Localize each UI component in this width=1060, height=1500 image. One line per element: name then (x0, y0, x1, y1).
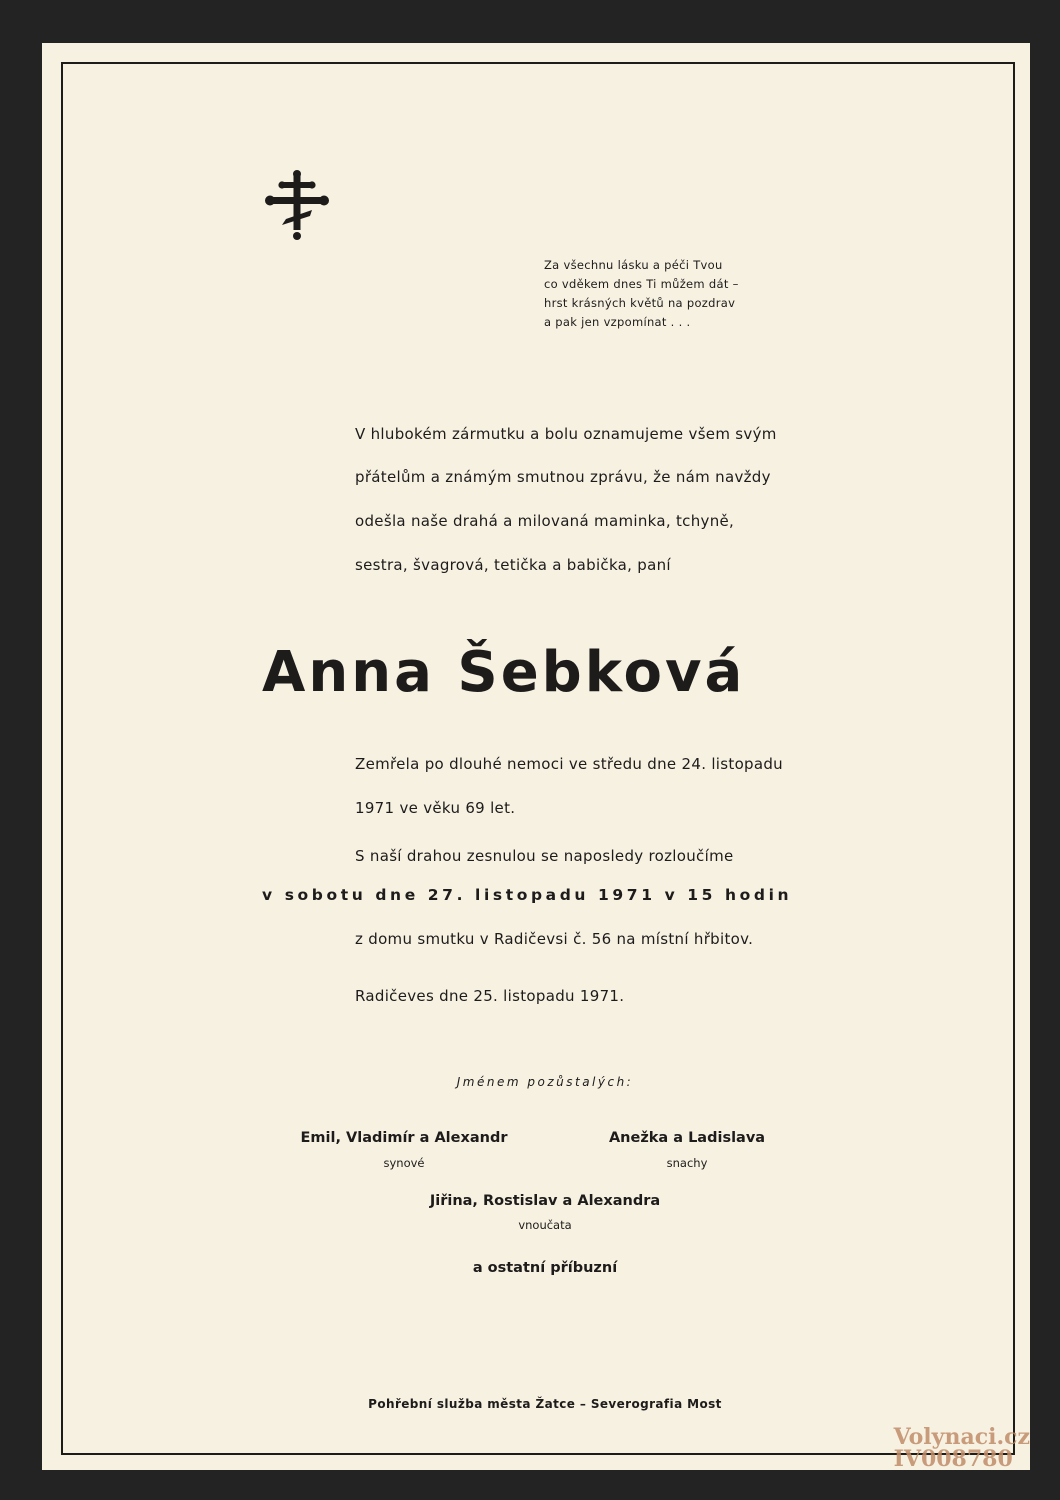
orthodox-cross-icon (265, 170, 329, 244)
daughters-in-law-relation: snachy (666, 1156, 708, 1170)
sons-relation: synové (383, 1156, 425, 1170)
watermark (894, 1426, 1030, 1470)
watermark-line: Volynaci.cz (893, 1424, 1030, 1450)
sons-names: Emil, Vladimír a Alexandr (300, 1130, 508, 1146)
watermark-line: IV008780 (893, 1446, 1013, 1472)
poem-line: co vděkem dnes Ti můžem dát – (544, 277, 739, 291)
grandchildren-relation: vnoučata (518, 1218, 572, 1232)
farewell-intro: S naší drahou zesnulou se naposledy rozloučíme (355, 847, 734, 865)
death-line: 1971 ve věku 69 let. (355, 799, 516, 817)
announcement-line: odešla naše drahá a milovaná maminka, tchyně, (355, 512, 735, 530)
deceased-name: Anna Šebková (262, 640, 746, 705)
memorial-poem (544, 256, 739, 332)
poem-line: Za všechnu lásku a péči Tvou (544, 258, 723, 272)
printer-footer: Pohřební služba města Žatce – Severografia Most (368, 1397, 722, 1411)
announcement-line: sestra, švagrová, tetička a babička, paní (355, 556, 671, 574)
other-relatives: a ostatní příbuzní (472, 1260, 618, 1276)
funeral-date-time: v sobotu dne 27. listopadu 1971 v 15 hodin (262, 886, 793, 904)
mourners-heading: Jménem pozůstalých: (456, 1075, 634, 1089)
place-date: Radičeves dne 25. listopadu 1971. (355, 987, 625, 1005)
death-line: Zemřela po dlouhé nemoci ve středu dne 24. listopadu (355, 755, 783, 773)
grandchildren-names: Jiřina, Rostislav a Alexandra (429, 1193, 661, 1209)
funeral-place: z domu smutku v Radičevsi č. 56 na místní hřbitov. (355, 930, 754, 948)
poem-line: a pak jen vzpomínat . . . (544, 315, 691, 329)
announcement-line: V hlubokém zármutku a bolu oznamujeme všem svým (355, 425, 777, 443)
poem-line: hrst krásných květů na pozdrav (544, 296, 736, 310)
announcement-line: přátelům a známým smutnou zprávu, že nám navždy (355, 468, 771, 486)
daughters-in-law-names: Anežka a Ladislava (608, 1130, 766, 1146)
